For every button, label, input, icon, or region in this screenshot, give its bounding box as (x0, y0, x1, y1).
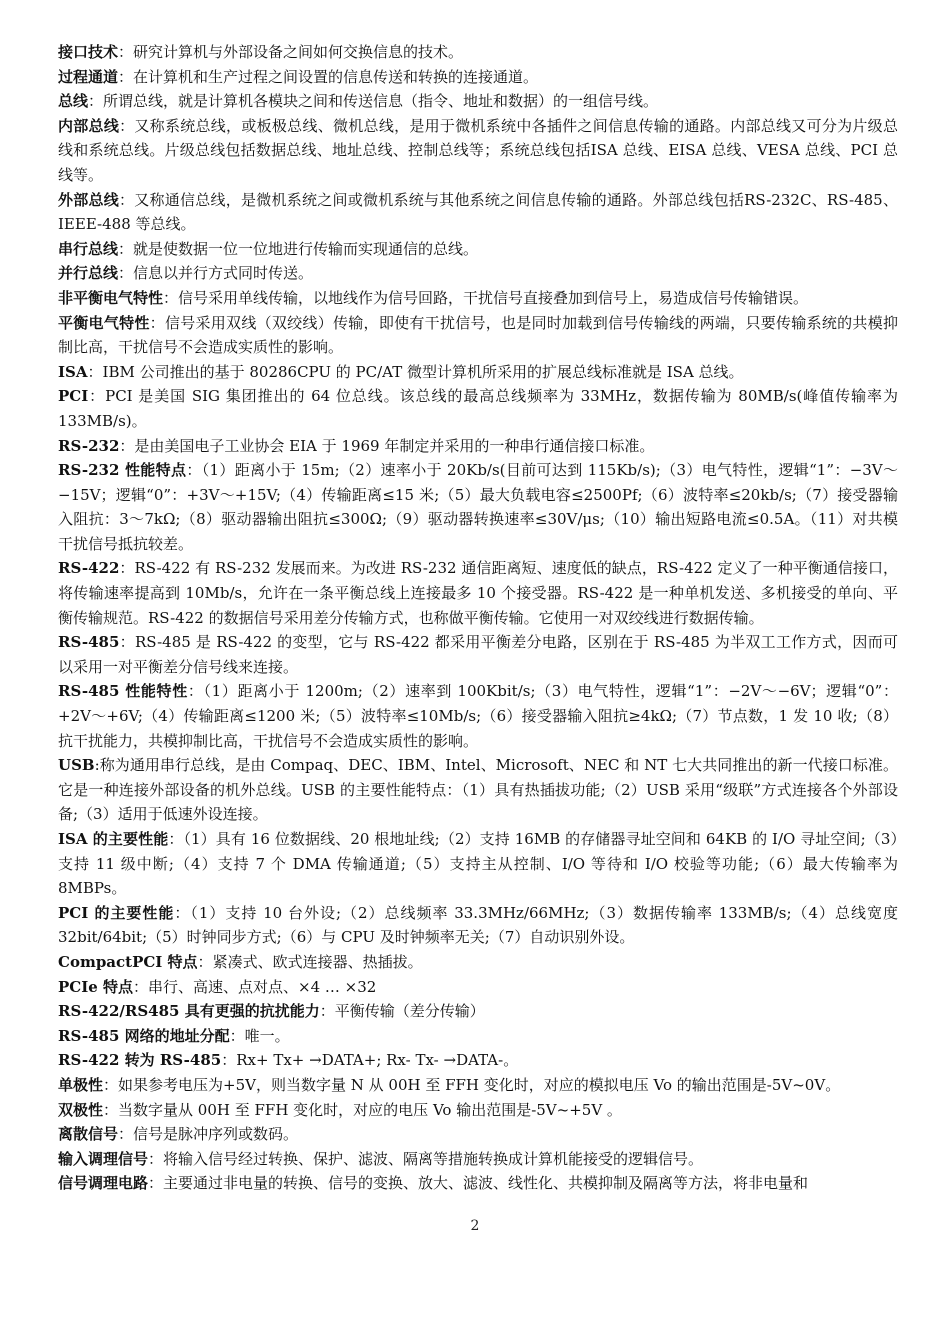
definition-entry (58, 114, 898, 188)
term-label: PCI 的主要性能 (58, 903, 175, 922)
definition-entry (58, 261, 898, 286)
term-separator: ： (118, 239, 134, 258)
term-label: 总线 (58, 92, 89, 111)
term-separator: ： (197, 952, 213, 971)
definition-entry (58, 999, 898, 1024)
definition-text: （1）距离小于 15m;（2）速率小于 20Kb/s(目前可达到 115Kb/s);（3）电气特性，逻辑“1”：−3V～−15V；逻辑“0”：+3V～+15V;（4）传输距离≤15 米;（5）最大负载电容≤2500Pf;（6）波特率≤20kb/s;（7）接受器输入阻抗：3～7kΩ;（8）驱动器输出阻抗≤300Ω;（9）驱动器转换速率≤30V/μs;（10）输出短路电流≤0.5A。（11）对共模干扰信号抵抗较差。 (58, 461, 898, 553)
term-separator: ： (119, 633, 135, 652)
term-separator: ： (187, 682, 204, 701)
term-separator: ： (103, 1100, 119, 1119)
term-separator: ： (87, 362, 103, 381)
definition-entry (58, 950, 898, 975)
definition-text: 在计算机和生产过程之间设置的信息传送和转换的连接通道。 (133, 67, 539, 86)
term-label: RS-422/RS485 具有更强的抗扰能力 (58, 1002, 320, 1021)
term-separator: ： (148, 1174, 164, 1193)
definition-text: （1）具有 16 位数据线、20 根地址线;（2）支持 16MB 的存储器寻址空间和 64KB 的 I/O 寻址空间;（3）支持 11 级中断;（4）支持 7 个 DMA 传输通道;（5）支持主从控制、I/O 等待和 I/O 校验等功能;（6）最大传输率为 8MBPs。 (58, 830, 898, 898)
term-label: 外部总线 (58, 190, 119, 209)
definition-text: Rx+ Tx+ →DATA+; Rx- Tx- →DATA-。 (236, 1051, 519, 1070)
definition-entry (58, 1098, 898, 1123)
definition-entry (58, 1147, 898, 1172)
term-separator: ： (118, 264, 134, 283)
term-label: 输入调理信号 (58, 1149, 149, 1168)
document-body (58, 40, 898, 1196)
definition-entry (58, 89, 898, 114)
term-separator: ： (88, 92, 104, 111)
definition-text: （1）支持 10 台外设;（2）总线频率 33.3MHz/66MHz;（3）数据传输率 133MB/s;（4）总线宽度 32bit/64bit;（5）时钟同步方式;（6）与 CPU 及时钟频率无关;（7）自动识别外设。 (58, 903, 898, 947)
term-separator: ： (133, 977, 149, 996)
term-separator: ： (119, 436, 135, 455)
term-label: RS-422 (58, 559, 120, 578)
term-label: 串行总线 (58, 239, 119, 258)
term-separator: ： (118, 67, 134, 86)
definition-entry (58, 1122, 898, 1147)
definition-text: 信号是脉冲序列或数码。 (133, 1125, 299, 1144)
term-label: 平衡电气特性 (58, 313, 150, 332)
term-separator: ： (221, 1051, 237, 1070)
term-separator: ： (148, 1149, 164, 1168)
term-separator: ： (118, 1125, 134, 1144)
definition-entry (58, 286, 898, 311)
definition-text: IBM 公司推出的基于 80286CPU 的 PC/AT 微型计算机所采用的扩展总线标准就是 ISA 总线。 (102, 362, 744, 381)
term-separator: ： (229, 1026, 245, 1045)
term-separator: ： (103, 1075, 119, 1094)
definition-text: RS-485 是 RS-422 的变型，它与 RS-422 都采用平衡差分电路，区别在于 RS-485 为半双工工作方式，因而可以采用一对平衡差分信号线来连接。 (58, 633, 898, 676)
definition-entry (58, 901, 898, 950)
definition-text: 是由美国电子工业协会 EIA 于 1969 年制定并采用的一种串行通信接口标准。 (134, 436, 655, 455)
definition-text: （1）距离小于 1200m;（2）速率到 100Kbit/s;（3）电气特性，逻辑“1”：−2V～−6V；逻辑“0”：+2V～+6V;（4）传输距离≤1200 米;（5）波特率≤10Mb/s;（6）接受器输入阻抗≥4kΩ;（7）节点数，1 发 10 收;（8）抗干扰能力，共模抑制比高，干扰信号不会造成实质性的影响。 (58, 682, 898, 750)
definition-entry (58, 434, 898, 459)
definition-text: 信号采用双线（双绞线）传输，即使有干扰信号，也是同时加载到信号传输线的两端，只要传输系统的共模抑制比高，干扰信号不会造成实质性的影响。 (58, 313, 898, 357)
definition-text: 就是使数据一位一位地进行传输而实现通信的总线。 (133, 239, 479, 258)
term-label: ISA 的主要性能 (58, 830, 169, 848)
term-separator: ： (119, 190, 135, 209)
term-label: 内部总线 (58, 116, 120, 135)
definition-text: 又称通信总线，是微机系统之间或微机系统与其他系统之间信息传输的通路。外部总线包括RS-232C、RS-485、IEEE-488 等总线。 (58, 190, 898, 234)
term-label: 并行总线 (58, 264, 119, 283)
definition-text: 称为通用串行总线，是由 Compaq、DEC、IBM、Intel、Microsoft、NEC 和 NT 七大共同推出的新一代接口标准。它是一种连接外部设备的机外总线。USB 的主要性能特点：（1）具有热插拔功能;（2）USB 采用“级联”方式连接各个外部设备;（3）适用于低速外设连接。 (58, 756, 898, 824)
term-label: RS-422 转为 RS-485 (58, 1051, 222, 1070)
term-label: 离散信号 (58, 1125, 119, 1144)
term-separator: ： (119, 559, 135, 578)
definition-text: RS-422 有 RS-232 发展而来。为改进 RS-232 通信距离短、速度低的缺点，RS-422 定义了一种平衡通信接口，将传输速率提高到 10Mb/s，允许在一条平衡总线上连接最多 10 个接受器。RS-422 是一种单机发送、多机接受的单向、平衡传输规范。RS-422 的数据信号采用差分传输方式，也称做平衡传输。它使用一对双绞线进行数据传输。 (58, 559, 898, 627)
term-separator: ： (119, 116, 135, 135)
definition-entry (58, 311, 898, 360)
definition-entry (58, 975, 898, 1000)
definition-entry (58, 630, 898, 679)
term-label: RS-485 性能特性 (58, 682, 188, 701)
definition-text: 串行、高速、点对点、×4 … ×32 (148, 977, 377, 996)
definition-text: 平衡传输（差分传输） (334, 1002, 485, 1021)
term-label: PCIe 特点 (58, 977, 134, 996)
definition-entry (58, 237, 898, 262)
term-label: 双极性 (58, 1100, 104, 1119)
definition-text: 研究计算机与外部设备之间如何交换信息的技术。 (133, 43, 464, 61)
term-label: 信号调理电路 (58, 1174, 149, 1193)
definition-entry (58, 679, 898, 753)
definition-text: 将输入信号经过转换、保护、滤波、隔离等措施转换成计算机能接受的逻辑信号。 (163, 1149, 704, 1168)
term-separator: ： (319, 1002, 335, 1021)
definition-entry (58, 827, 898, 901)
definition-entry (58, 188, 898, 237)
definition-entry (58, 360, 898, 385)
definition-text: 又称系统总线，或板极总线、微机总线，是用于微机系统中各插件之间信息传输的通路。内部总线又可分为片级总线和系统总线。片级总线包括数据总线、地址总线、控制总线等；系统总线包括ISA 总线、EISA 总线、VESA 总线、PCI 总线等。 (58, 116, 898, 184)
definition-text: 信息以并行方式同时传送。 (133, 264, 314, 283)
term-label: 过程通道 (58, 67, 119, 86)
definition-text: 所谓总线，就是计算机各模块之间和传送信息（指令、地址和数据）的一组信号线。 (103, 92, 659, 111)
term-separator: ： (163, 288, 179, 307)
definition-entry (58, 753, 898, 827)
definition-text: 紧凑式、欧式连接器、热插拔。 (212, 952, 423, 971)
term-label: 接口技术 (58, 43, 119, 61)
term-label: CompactPCI 特点 (58, 952, 198, 971)
term-label: ISA (58, 362, 88, 381)
definition-entry (58, 556, 898, 630)
page-number: 2 (470, 1218, 480, 1234)
term-label: PCI (58, 387, 89, 406)
definition-text: 主要通过非电量的转换、信号的变换、放大、滤波、线性化、共模抑制及隔离等方法，将非电量和 (163, 1174, 809, 1193)
definition-entry (58, 1024, 898, 1049)
definition-entry (58, 1073, 898, 1098)
term-separator: : (94, 756, 100, 775)
term-separator: ： (186, 461, 202, 480)
term-separator: ： (149, 313, 165, 332)
definition-text: 如果参考电压为+5V，则当数字量 N 从 00H 至 FFH 变化时，对应的模拟电压 Vo 的输出范围是-5V~0V。 (118, 1075, 841, 1094)
term-label: RS-232 性能特点 (58, 461, 187, 480)
definition-entry (58, 1048, 898, 1073)
definition-entry (58, 1171, 898, 1196)
definition-text: 唯一。 (244, 1026, 290, 1045)
term-label: RS-485 (58, 633, 120, 652)
term-separator: ： (174, 903, 191, 922)
definition-text: PCI 是美国 SIG 集团推出的 64 位总线。该总线的最高总线频率为 33MHz，数据传输为 80MB/s(峰值传输率为 133MB/s)。 (58, 387, 898, 430)
term-label: USB (58, 756, 95, 775)
definition-entry (58, 40, 898, 65)
term-label: RS-232 (58, 436, 120, 455)
definition-text: 当数字量从 00H 至 FFH 变化时，对应的电压 Vo 输出范围是-5V~+5V 。 (118, 1100, 622, 1119)
definition-entry (58, 384, 898, 433)
term-label: 非平衡电气特性 (58, 288, 164, 307)
term-separator: ： (168, 830, 184, 848)
definition-entry (58, 458, 898, 556)
term-separator: ： (118, 43, 134, 61)
term-label: RS-485 网络的地址分配 (58, 1026, 230, 1045)
definition-text: 信号采用单线传输，以地线作为信号回路，干扰信号直接叠加到信号上，易造成信号传输错误。 (178, 288, 809, 307)
term-label: 单极性 (58, 1075, 104, 1094)
definition-entry (58, 65, 898, 90)
term-separator: ： (88, 387, 106, 406)
